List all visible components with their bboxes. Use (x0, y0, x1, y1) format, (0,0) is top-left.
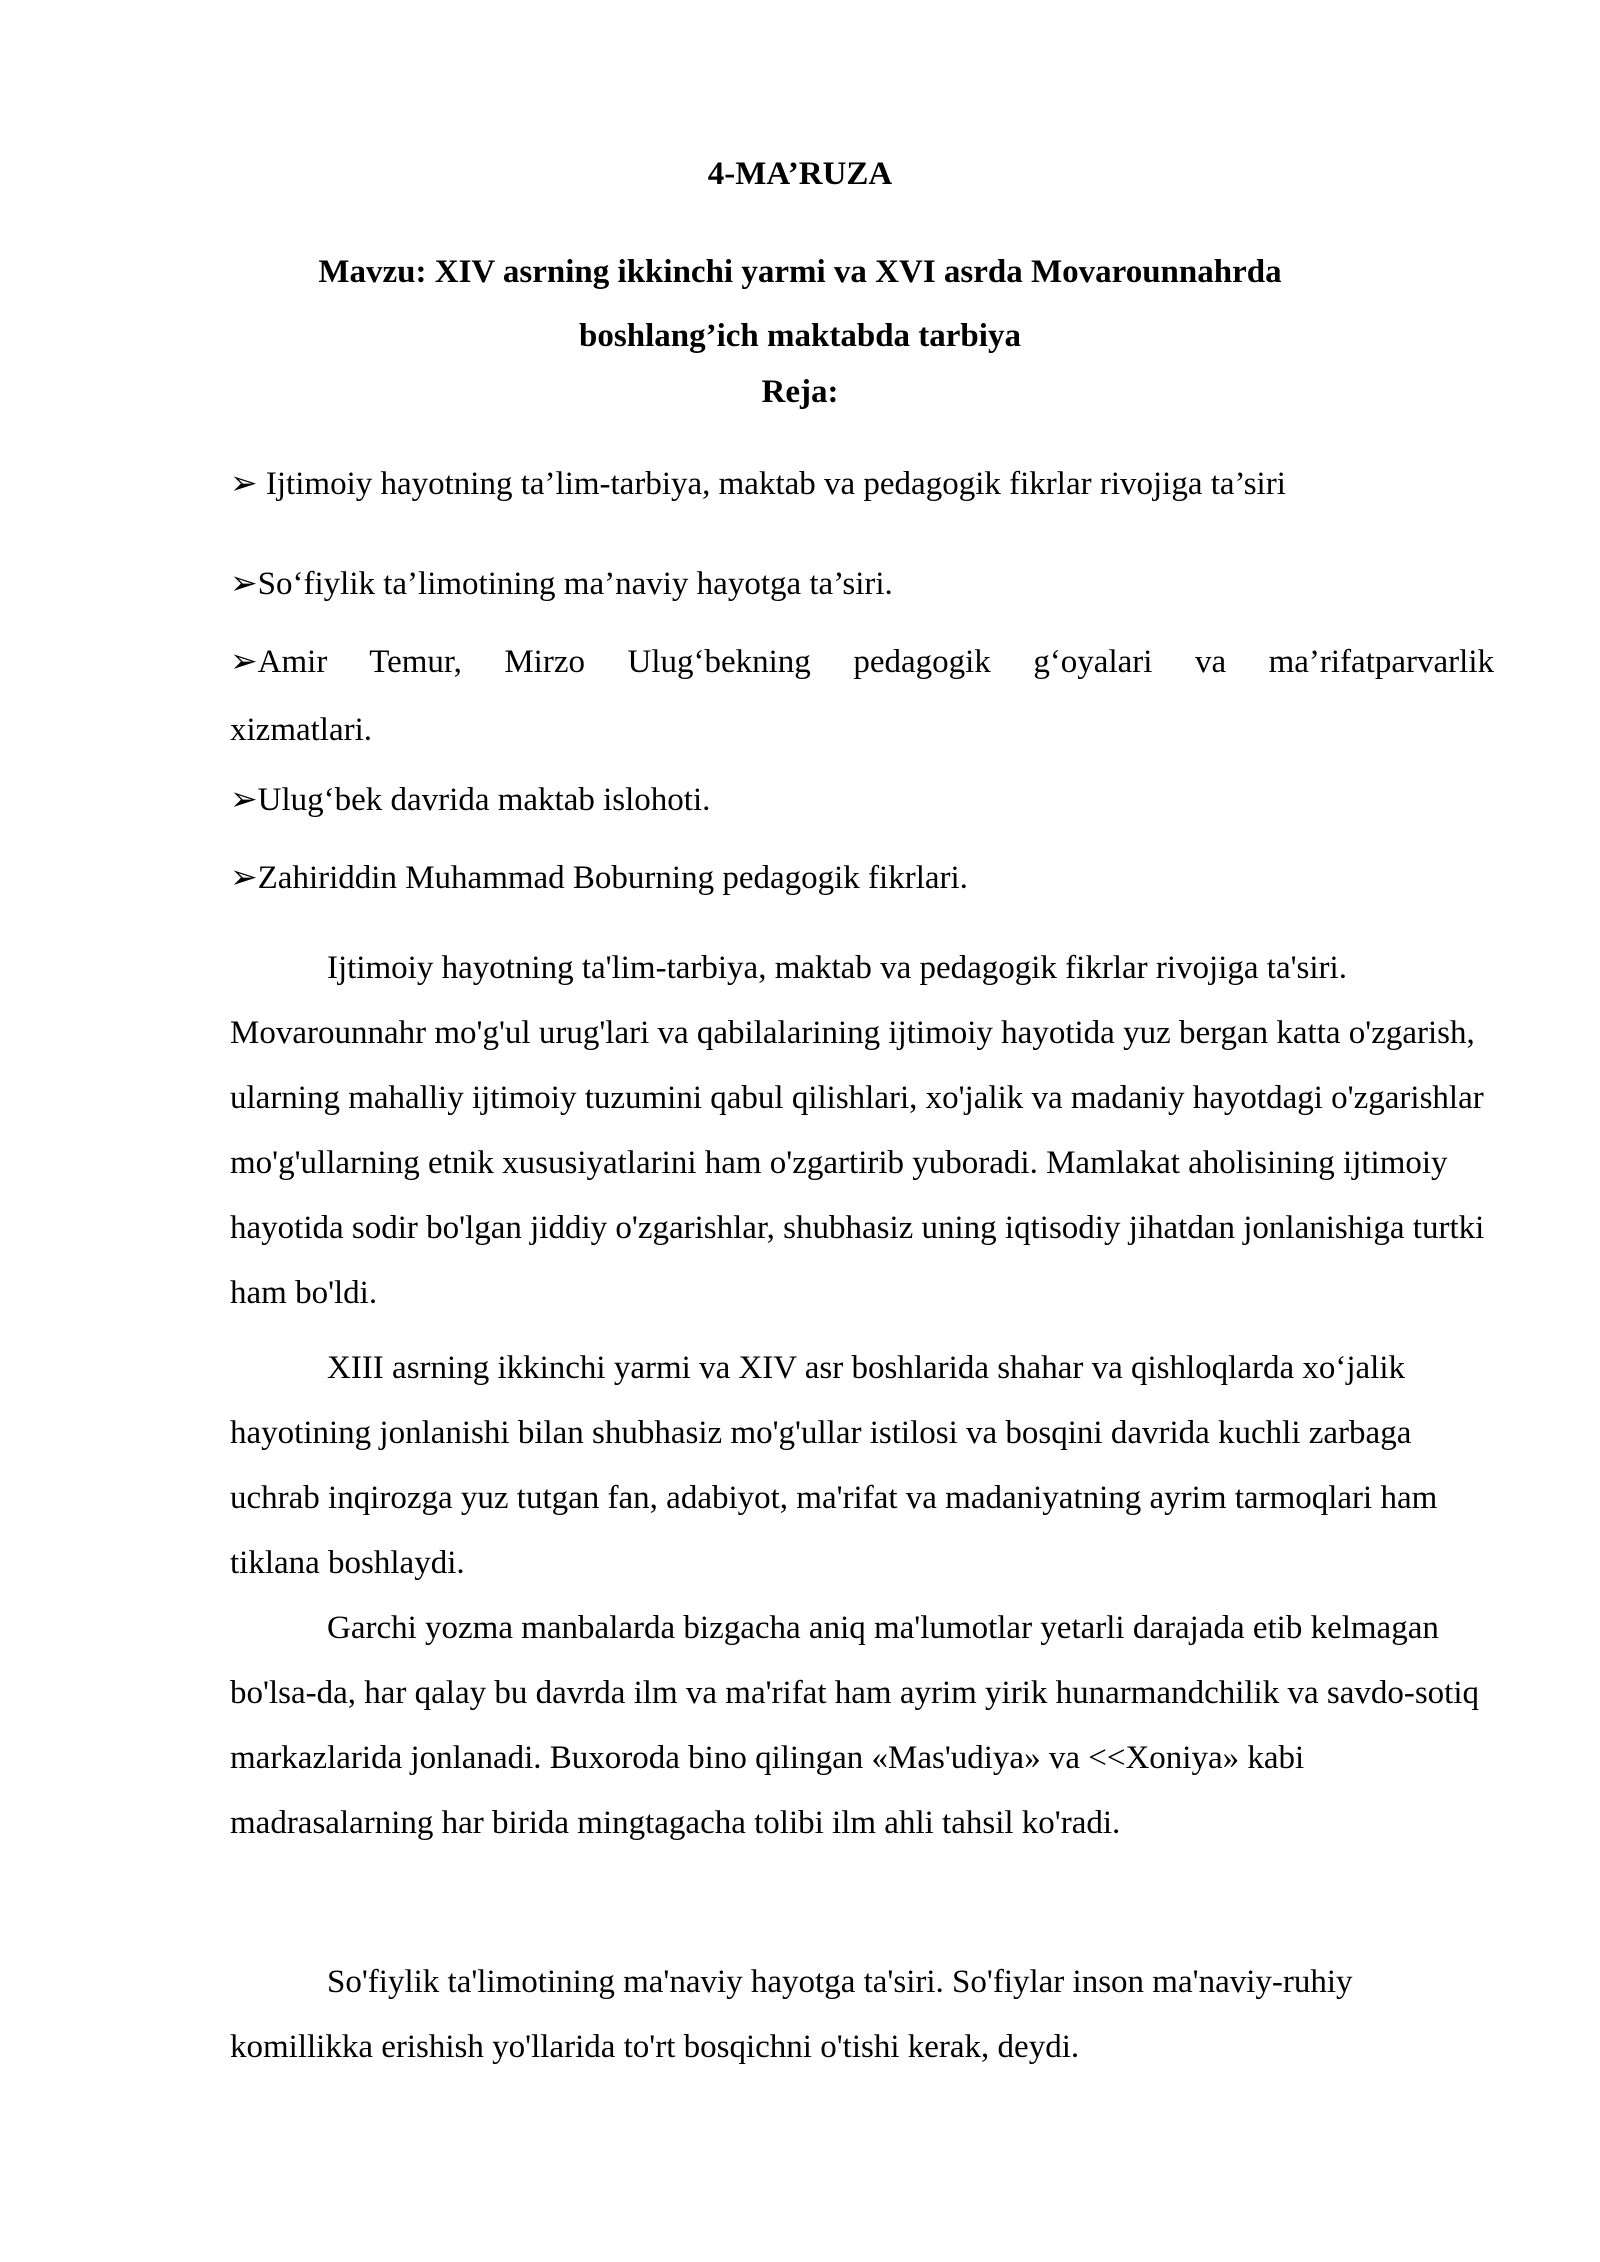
paragraph-text: XIII asrning ikkinchi yarmi va XIV asr boshlarida shahar va qishloqlarda xo‘jalik hayotining jonlanishi bilan shubhasiz mo'g'ullar istilosi va bosqini davrida kuchli zarbaga uchrab inqirozga yuz tutgan fan, adabiyot, ma'rifat va madaniyatning ayrim tarmoqlari ham tiklana boshlaydi. (230, 1350, 1438, 1581)
paragraph-text: Ijtimoiy hayotning ta'lim-tarbiya, maktab va pedagogik fikrlar rivojiga ta'siri. Movarounnahr mo'g'ul urug'lari va qabilalarining ijtimoiy hayotida yuz bergan katta o'zgarish, ularning mahalliy ijtimoiy tuzumini qabul qilishlari, xo'jalik va madaniy hayotdagi o'zgarishlar mo'g'ullarning etnik xususiyatlarini ham o'zgartirib yuboradi. Mamlakat aholisining ijtimoiy hayotida sodir bo'lgan jiddiy o'zgarishlar, shubhasiz uning iqtisodiy jihatdan jonlanishiga turtki ham bo'ldi. (230, 950, 1485, 1311)
body-paragraph (230, 1596, 1494, 1856)
topic-line-2: boshlang’ich maktabda tarbiya (579, 318, 1021, 354)
topic-title (0, 240, 1600, 368)
plan-item: ➢So‘fiylik ta’limotining ma’naviy hayotga ta’siri. (230, 566, 893, 602)
lecture-heading: 4-MA’RUZA (707, 156, 893, 192)
paragraph-text: Garchi yozma manbalarda bizgacha aniq ma'lumotlar yetarli darajada etib kelmagan bo'lsa-da, har qalay bu davrda ilm va ma'rifat ham ayrim yirik hunarmandchilik va savdo-sotiq markazlarida jonlanadi. Buxoroda bino qilingan «Mas'udiya» va <<Xoniya» kabi madrasalarning har birida mingtagacha tolibi ilm ahli tahsil ko'radi. (230, 1610, 1480, 1841)
plan-item: ➢Amir Temur, Mirzo Ulug‘bekning pedagogik g‘oyalari va ma’rifatparvarlik (230, 644, 1494, 680)
plan-item: ➢ Ijtimoiy hayotning ta’lim-tarbiya, maktab va pedagogik fikrlar rivojiga ta’siri (230, 466, 1286, 502)
plan-title: Reja: (761, 374, 839, 410)
topic-line-1: Mavzu: XIV asrning ikkinchi yarmi va XVI asrda Movarounnahrda (318, 254, 1282, 290)
body-paragraph (230, 1950, 1494, 2080)
plan-item: ➢Ulug‘bek davrida maktab islohoti. (230, 782, 711, 818)
plan-item-continuation: xizmatlari. (230, 712, 373, 748)
plan-item: ➢Zahiriddin Muhammad Boburning pedagogik fikrlari. (230, 860, 968, 896)
body-paragraph (230, 936, 1494, 1326)
body-paragraph (230, 1336, 1494, 1596)
paragraph-text: So'fiylik ta'limotining ma'naviy hayotga ta'siri. So'fiylar inson ma'naviy-ruhiy komillikka erishish yo'llarida to'rt bosqichni o'tishi kerak, deydi. (230, 1964, 1353, 2065)
